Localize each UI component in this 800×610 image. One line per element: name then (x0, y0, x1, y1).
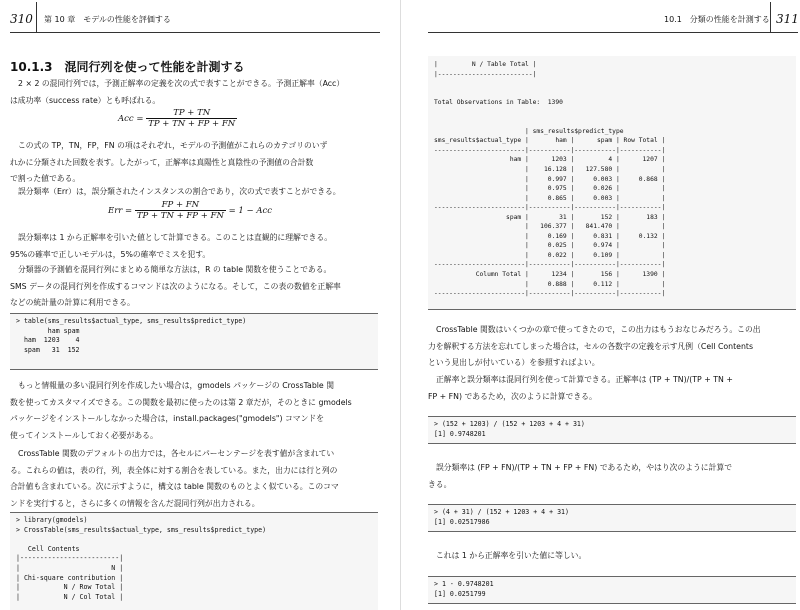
paragraph-error-explain (10, 230, 378, 263)
left-page (10, 0, 380, 610)
equation-lhs: Acc = (118, 114, 144, 124)
text-line: る。これらの値は，表の行，列，表全体に対する割合を表している。また，出力には行と列の (10, 465, 338, 475)
paragraph-crosstable-familiar (428, 322, 796, 372)
text-line: で割った値である。 (10, 174, 81, 184)
code-block-accuracy: > (152 + 1203) / (152 + 1203 + 4 + 31) [1] 0.9748201 (428, 416, 796, 444)
chapter-header: 第 10 章 モデルの性能を評価する (44, 15, 171, 24)
section-heading: 10.1.3 混同行列を使って性能を計測する (10, 60, 245, 74)
text-line: 正解率と誤分類率は混同行列を使って計算できる。正解率は (TP + TN)/(TP + TN + (436, 375, 733, 384)
equation-rhs: = 1 − Acc (228, 206, 273, 216)
text-line: SMS データの混同行列を作成するコマンドは次のようになる。そして，この表の数値を正解率 (10, 281, 341, 291)
right-running-header (428, 12, 799, 33)
header-divider (36, 2, 37, 32)
text-line: 誤分類率は 1 から正解率を引いた値として計算できる。このことは直観的に理解できる。 (18, 233, 332, 242)
text-line: 使ってインストールしておく必要がある。 (10, 430, 158, 440)
fraction-denominator: TP + TN + FP + FN (136, 211, 224, 221)
fraction-denominator: TP + TN + FP + FN (148, 119, 236, 129)
text-line: は成功率（success rate）とも呼ばれる。 (10, 95, 161, 105)
section-header: 10.1 分類の性能を計測する (664, 15, 770, 24)
code-block-check: > 1 - 0.9748201 [1] 0.0251799 (428, 576, 796, 604)
text-line: 2 × 2 の混同行列では，予測正解率の定義を次の式で表すことができる。予測正解率（Acc） (18, 79, 345, 88)
error-fraction (135, 200, 226, 221)
accuracy-fraction (146, 108, 237, 129)
right-page-number: 311 (776, 12, 799, 26)
paragraph-crosstable (10, 446, 378, 512)
header-divider (770, 2, 771, 32)
crosstable-output: | N / Table Total | |-------------------------| Total Observations in Table: 1390 | sms_results$predict_type sms_results$actual_type | ham | spam | Row Total | ------------------------|-----------|-----------|-----------| ham | 1203 | 4 | 1207 | | 16.128 | 127.580 | | | 0.997 | 0.003 | 0.868 | | 0.975 | 0.026 | | | 0.865 | 0.003 | | ------------------------|-----------|-----------|-----------| spam | 31 | 152 | 183 | | 106.377 | 841.470 | | | 0.169 | 0.831 | 0.132 | | 0.025 | 0.974 | | | 0.022 | 0.109 | | ------------------------|-----------|-----------|-----------| Column Total | 1234 | 156 | 1390 | | 0.888 | 0.112 | | ------------------------|-----------|-----------|-----------| (428, 56, 796, 310)
text-line: 力を解釈する方法を忘れてしまった場合は，セルの各数字の定義を示す凡例（Cell Contents (428, 341, 754, 351)
fraction-numerator: FP + FN (135, 200, 226, 211)
paragraph-error-rate: 誤分類率（Err）は，誤分類されたインスタンスの割合であり，次の式で表すことができる。 (18, 187, 341, 196)
paragraph-equals: これは 1 から正解率を引いた値に等しい。 (436, 551, 587, 560)
code-block-error: > (4 + 31) / (152 + 1203 + 4 + 31) [1] 0.02517986 (428, 504, 796, 532)
left-running-header (10, 12, 380, 33)
text-line: 95%の確率で正しいモデルは，5%の確率でミスを犯す。 (10, 249, 211, 259)
header-rule (10, 32, 380, 33)
text-line: CrossTable 関数はいくつかの章で使ってきたので，この出力はもうおなじみだろう。この出 (436, 325, 761, 334)
text-line: パッケージをインストールしなかった場合は，install.packages("gmodels") コマンドを (10, 414, 324, 424)
text-line: 合計値も含まれている。次に示すように，構文は table 関数のものとよく似ている。このコマ (10, 482, 339, 492)
fraction-numerator: TP + TN (146, 108, 237, 119)
text-line: という見出しが付いている）を参照すればよい。 (428, 358, 600, 368)
text-line: 数を使ってカスタマイズできる。この関数を最初に使ったのは第 2 章だが，そのときに gmodels (10, 397, 352, 407)
error-equation (108, 200, 272, 221)
paragraph-accuracy-intro (10, 76, 378, 109)
text-line: もっと情報量の多い混同行列を作成したい場合は，gmodels パッケージの CrossTable 関 (18, 381, 335, 390)
text-line: CrossTable 関数のデフォルトの出力では，各セルにパーセンテージを表す値が含まれてい (18, 449, 335, 458)
code-block-table: > table(sms_results$actual_type, sms_results$predict_type) ham spam ham 1203 4 spam 31 152 (10, 313, 378, 370)
code-block-crosstable: > library(gmodels) > CrossTable(sms_results$actual_type, sms_results$predict_type) Cell Contents |-------------------------| | N | | Chi-square contribution | | N / Row Total | | N / Col Total | (10, 512, 378, 610)
text-line: 誤分類率は (FP + FN)/(TP + TN + FP + FN) であるため，やはり次のように計算で (436, 463, 732, 472)
text-line: 分類器の予測値を混同行列にまとめる簡単な方法は，R の table 関数を使うことである。 (18, 265, 332, 274)
left-page-number: 310 (10, 12, 33, 26)
paragraph-accuracy-calc (428, 372, 796, 405)
accuracy-equation (118, 108, 237, 129)
text-line: などの統計量の計算に利用できる。 (10, 298, 135, 308)
paragraph-terms (10, 138, 378, 188)
text-line: FP + FN) であるため，次のように計算できる。 (428, 391, 597, 401)
paragraph-table-function (10, 262, 378, 312)
right-page (428, 0, 798, 610)
header-rule (428, 32, 798, 33)
text-line: この式の TP，TN，FP，FN の項はそれぞれ，モデルの予測値がこれらのカテゴリのいず (18, 141, 328, 150)
paragraph-gmodels (10, 378, 378, 444)
book-gutter (400, 0, 401, 610)
equation-lhs: Err = (108, 206, 133, 216)
text-line: れかに分類された回数を表す。したがって，正解率は真陽性と真陰性の予測値の合計数 (10, 157, 314, 167)
text-line: ンドを実行すると，さらに多くの情報を含んだ混同行列が出力される。 (10, 498, 260, 508)
paragraph-error-calc (428, 460, 796, 493)
text-line: きる。 (428, 479, 452, 489)
